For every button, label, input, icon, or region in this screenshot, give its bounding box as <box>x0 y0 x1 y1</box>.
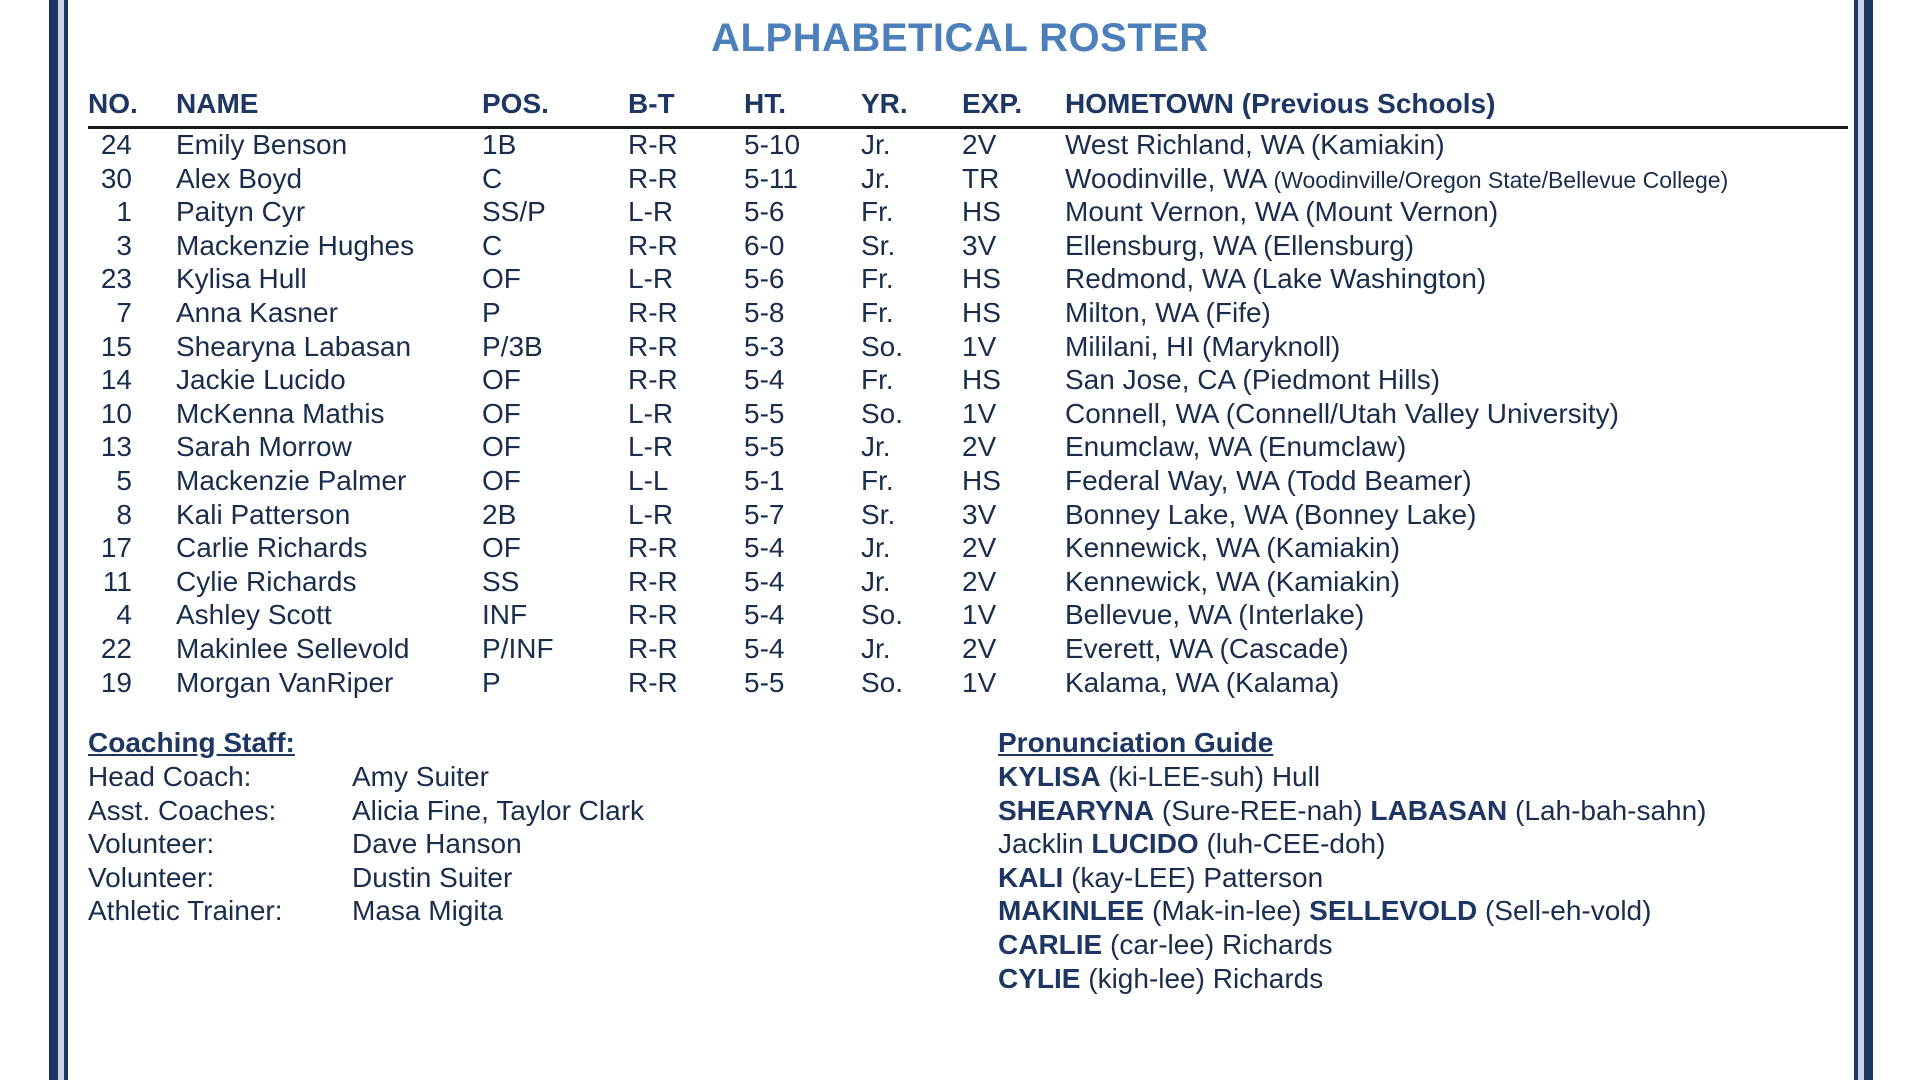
table-row <box>88 632 1848 666</box>
header-exp: EXP. <box>962 88 1023 119</box>
coach-role: Head Coach: <box>88 761 252 792</box>
player-hometown <box>1065 632 1349 666</box>
player-year: Fr. <box>861 296 894 328</box>
player-experience: HS <box>962 296 1001 328</box>
player-position: OF <box>482 532 521 564</box>
player-number: 14 <box>100 364 132 396</box>
player-year: Fr. <box>861 263 894 295</box>
player-year: Fr. <box>861 464 894 496</box>
player-position: P <box>482 296 501 328</box>
table-row <box>88 565 1848 599</box>
pronunciation-name: SHEARYNA <box>998 794 1155 826</box>
pronunciation-line <box>998 928 1838 962</box>
header-ht: HT. <box>744 88 786 119</box>
player-experience: 2V <box>962 532 997 564</box>
roster-table <box>88 128 1848 699</box>
player-position: C <box>482 229 503 261</box>
header-no: NO. <box>88 88 138 119</box>
pronunciation-line <box>998 760 1838 794</box>
player-hometown-text: Mount Vernon, WA (Mount Vernon) <box>1065 196 1499 228</box>
player-bats-throws: R-R <box>628 532 678 564</box>
pronunciation-text: (Mak-in-lee) <box>1144 895 1310 927</box>
pronunciation-line <box>998 827 1838 861</box>
player-experience: 2V <box>962 431 997 463</box>
header-bt: B-T <box>628 88 675 119</box>
player-position: OF <box>482 364 521 396</box>
player-hometown-text: Everett, WA (Cascade) <box>1065 632 1349 664</box>
player-hometown <box>1065 531 1400 565</box>
player-position: OF <box>482 397 521 429</box>
table-row <box>88 430 1848 464</box>
player-hometown-text: Milton, WA (Fife) <box>1065 296 1271 328</box>
player-position: OF <box>482 263 521 295</box>
player-hometown-text: Woodinville, WA <box>1065 162 1274 194</box>
player-hometown <box>1065 397 1619 431</box>
pronunciation-text: (Sure-REE-nah) <box>1154 794 1371 826</box>
player-position: P <box>482 666 501 698</box>
player-hometown <box>1065 128 1445 162</box>
pronunciation-name: CARLIE <box>998 928 1103 960</box>
player-experience: 2V <box>962 632 997 664</box>
coaching-staff-title: Coaching Staff: <box>88 727 295 758</box>
roster-header <box>88 88 1848 129</box>
table-row <box>88 598 1848 632</box>
table-row <box>88 363 1848 397</box>
player-position: P/INF <box>482 632 554 664</box>
player-height: 5-3 <box>744 330 785 362</box>
player-bats-throws: R-R <box>628 599 678 631</box>
player-year: Fr. <box>861 196 894 228</box>
coach-row <box>88 760 908 794</box>
table-row <box>88 397 1848 431</box>
player-height: 5-4 <box>744 599 785 631</box>
pronunciation-name: KYLISA <box>998 761 1101 792</box>
pronunciation-text: (kigh-lee) Richards <box>1080 962 1324 994</box>
player-number: 7 <box>116 296 132 328</box>
player-hometown <box>1065 464 1472 498</box>
pronunciation-name: SELLEVOLD <box>1309 895 1478 927</box>
pronunciation-name: LABASAN <box>1370 794 1508 826</box>
player-height: 5-7 <box>744 498 785 530</box>
player-number: 24 <box>100 129 132 160</box>
player-experience: 1V <box>962 666 997 698</box>
player-bats-throws: L-L <box>628 464 669 496</box>
player-height: 5-10 <box>744 129 801 160</box>
coach-name: Dustin Suiter <box>352 861 513 893</box>
player-bats-throws: L-R <box>628 263 674 295</box>
table-row <box>88 464 1848 498</box>
player-hometown-text: Mililani, HI (Maryknoll) <box>1065 330 1341 362</box>
player-number: 10 <box>100 397 132 429</box>
player-hometown-text: Kalama, WA (Kalama) <box>1065 666 1340 698</box>
player-hometown <box>1065 162 1728 198</box>
player-year: So. <box>861 330 904 362</box>
player-experience: 3V <box>962 229 997 261</box>
player-experience: 2V <box>962 129 997 160</box>
player-height: 5-6 <box>744 196 785 228</box>
header-yr: YR. <box>861 88 908 119</box>
player-experience: HS <box>962 364 1001 396</box>
pronunciation-guide-title: Pronunciation Guide <box>998 727 1274 758</box>
player-experience: 1V <box>962 599 997 631</box>
pronunciation-text: (luh-CEE-doh) <box>1198 828 1386 860</box>
player-height: 5-4 <box>744 364 785 396</box>
player-experience: HS <box>962 196 1001 228</box>
player-position: SS/P <box>482 196 546 228</box>
player-position: OF <box>482 431 521 463</box>
player-bats-throws: R-R <box>628 632 678 664</box>
player-number: 4 <box>116 599 132 631</box>
player-experience: HS <box>962 263 1001 295</box>
player-height: 5-4 <box>744 532 785 564</box>
player-name: Paityn Cyr <box>176 196 306 228</box>
table-row <box>88 296 1848 330</box>
player-year: Sr. <box>861 229 896 261</box>
pronunciation-text: (car-lee) Richards <box>1102 928 1333 960</box>
player-height: 6-0 <box>744 229 785 261</box>
player-name: McKenna Mathis <box>176 397 385 429</box>
player-bats-throws: R-R <box>628 162 678 194</box>
player-bats-throws: L-R <box>628 431 674 463</box>
player-previous-schools: (Woodinville/Oregon State/Bellevue College) <box>1273 166 1729 193</box>
pronunciation-name: MAKINLEE <box>998 895 1145 927</box>
player-experience: 3V <box>962 498 997 530</box>
player-experience: 1V <box>962 330 997 362</box>
player-number: 23 <box>100 263 132 295</box>
player-hometown <box>1065 498 1476 532</box>
table-row <box>88 262 1848 296</box>
player-year: So. <box>861 666 904 698</box>
player-number: 3 <box>116 229 132 261</box>
table-row <box>88 162 1848 196</box>
player-year: So. <box>861 599 904 631</box>
player-height: 5-8 <box>744 296 785 328</box>
player-hometown <box>1065 565 1400 599</box>
player-hometown-text: Kennewick, WA (Kamiakin) <box>1065 565 1401 597</box>
player-position: 2B <box>482 498 517 530</box>
table-row <box>88 195 1848 229</box>
table-row <box>88 531 1848 565</box>
player-bats-throws: R-R <box>628 296 678 328</box>
player-name: Morgan VanRiper <box>176 666 394 698</box>
pronunciation-text: Jacklin <box>998 828 1092 860</box>
coach-role: Athletic Trainer: <box>88 895 283 927</box>
player-number: 15 <box>100 330 132 362</box>
player-number: 17 <box>100 532 132 564</box>
pronunciation-line <box>998 861 1838 895</box>
player-hometown <box>1065 430 1406 464</box>
player-hometown-text: Bonney Lake, WA (Bonney Lake) <box>1065 498 1477 530</box>
player-name: Shearyna Labasan <box>176 330 412 362</box>
player-hometown-text: Kennewick, WA (Kamiakin) <box>1065 532 1401 564</box>
player-year: Fr. <box>861 364 894 396</box>
coaching-staff <box>88 726 908 928</box>
player-name: Kali Patterson <box>176 498 351 530</box>
pronunciation-line <box>998 894 1838 928</box>
player-hometown-text: Connell, WA (Connell/Utah Valley University) <box>1065 397 1619 429</box>
player-bats-throws: L-R <box>628 498 674 530</box>
player-height: 5-5 <box>744 666 785 698</box>
player-year: Jr. <box>861 162 891 194</box>
coach-role: Asst. Coaches: <box>88 794 277 826</box>
coach-name: Masa Migita <box>352 895 503 927</box>
coach-row <box>88 827 908 861</box>
player-hometown-text: Bellevue, WA (Interlake) <box>1065 599 1365 631</box>
player-bats-throws: R-R <box>628 666 678 698</box>
player-hometown-text: Federal Way, WA (Todd Beamer) <box>1065 464 1472 496</box>
player-position: P/3B <box>482 330 543 362</box>
player-position: OF <box>482 464 521 496</box>
pronunciation-line <box>998 962 1838 996</box>
player-position: 1B <box>482 129 517 160</box>
player-hometown-text: Redmond, WA (Lake Washington) <box>1065 263 1487 295</box>
player-name: Anna Kasner <box>176 296 338 328</box>
player-name: Ashley Scott <box>176 599 332 631</box>
player-number: 19 <box>100 666 132 698</box>
coach-name: Alicia Fine, Taylor Clark <box>352 794 645 826</box>
player-bats-throws: R-R <box>628 364 678 396</box>
player-year: Jr. <box>861 431 891 463</box>
player-year: Jr. <box>861 532 891 564</box>
player-hometown <box>1065 598 1364 632</box>
player-name: Carlie Richards <box>176 532 368 564</box>
pronunciation-text: (ki-LEE-suh) Hull <box>1100 761 1321 792</box>
player-number: 1 <box>116 196 132 228</box>
player-year: Jr. <box>861 632 891 664</box>
table-row <box>88 498 1848 532</box>
player-hometown <box>1065 229 1414 263</box>
player-bats-throws: R-R <box>628 129 678 160</box>
coach-role: Volunteer: <box>88 828 215 860</box>
player-position: SS <box>482 565 520 597</box>
header-hometown: HOMETOWN (Previous Schools) <box>1065 88 1496 119</box>
coach-row <box>88 861 908 895</box>
player-number: 22 <box>100 632 132 664</box>
player-position: INF <box>482 599 528 631</box>
player-experience: 2V <box>962 565 997 597</box>
player-hometown <box>1065 195 1498 229</box>
player-height: 5-6 <box>744 263 785 295</box>
coach-name: Dave Hanson <box>352 828 522 860</box>
player-name: Alex Boyd <box>176 162 303 194</box>
player-name: Emily Benson <box>176 129 348 160</box>
player-hometown-text: West Richland, WA (Kamiakin) <box>1065 129 1445 160</box>
player-name: Sarah Morrow <box>176 431 352 463</box>
player-name: Mackenzie Palmer <box>176 464 407 496</box>
table-row <box>88 229 1848 263</box>
header-name: NAME <box>176 88 259 119</box>
player-bats-throws: L-R <box>628 196 674 228</box>
header-pos: POS. <box>482 88 549 119</box>
player-hometown-text: Ellensburg, WA (Ellensburg) <box>1065 229 1415 261</box>
left-border-outer <box>49 0 58 1080</box>
player-height: 5-11 <box>744 162 798 194</box>
player-number: 5 <box>116 464 132 496</box>
player-bats-throws: R-R <box>628 229 678 261</box>
player-height: 5-4 <box>744 632 785 664</box>
player-hometown-text: Enumclaw, WA (Enumclaw) <box>1065 431 1407 463</box>
pronunciation-text: (kay-LEE) Patterson <box>1063 861 1324 893</box>
player-bats-throws: R-R <box>628 565 678 597</box>
pronunciation-guide <box>998 726 1838 995</box>
player-number: 8 <box>116 498 132 530</box>
player-height: 5-4 <box>744 565 785 597</box>
pronunciation-text: (Lah-bah-sahn) <box>1507 794 1707 826</box>
coach-name: Amy Suiter <box>352 761 489 792</box>
player-year: So. <box>861 397 904 429</box>
player-name: Cylie Richards <box>176 565 357 597</box>
player-hometown <box>1065 666 1339 700</box>
pronunciation-line <box>998 794 1838 828</box>
pronunciation-name: KALI <box>998 861 1064 893</box>
player-name: Makinlee Sellevold <box>176 632 410 664</box>
player-hometown <box>1065 363 1440 397</box>
player-hometown-text: San Jose, CA (Piedmont Hills) <box>1065 364 1441 396</box>
player-hometown <box>1065 296 1271 330</box>
player-year: Sr. <box>861 498 896 530</box>
player-name: Kylisa Hull <box>176 263 307 295</box>
table-row <box>88 330 1848 364</box>
player-name: Mackenzie Hughes <box>176 229 415 261</box>
left-border-inner <box>64 0 68 1080</box>
player-height: 5-5 <box>744 397 785 429</box>
coach-row <box>88 794 908 828</box>
player-number: 30 <box>100 162 132 194</box>
player-name: Jackie Lucido <box>176 364 346 396</box>
player-hometown <box>1065 330 1340 364</box>
player-position: C <box>482 162 503 194</box>
player-year: Jr. <box>861 565 891 597</box>
player-hometown <box>1065 262 1486 296</box>
player-number: 13 <box>100 431 132 463</box>
pronunciation-text: (Sell-eh-vold) <box>1477 895 1652 927</box>
player-experience: TR <box>962 162 1000 194</box>
table-row <box>88 666 1848 700</box>
page-title: ALPHABETICAL ROSTER <box>711 16 1209 60</box>
player-bats-throws: R-R <box>628 330 678 362</box>
player-number: 11 <box>102 565 132 597</box>
coach-row <box>88 894 908 928</box>
player-experience: HS <box>962 464 1001 496</box>
player-bats-throws: L-R <box>628 397 674 429</box>
pronunciation-name: LUCIDO <box>1091 828 1199 860</box>
right-border-outer <box>1864 0 1873 1080</box>
player-year: Jr. <box>861 129 891 160</box>
pronunciation-name: CYLIE <box>998 962 1081 994</box>
player-height: 5-1 <box>744 464 785 496</box>
coach-role: Volunteer: <box>88 861 215 893</box>
player-experience: 1V <box>962 397 997 429</box>
table-row <box>88 128 1848 162</box>
player-height: 5-5 <box>744 431 785 463</box>
